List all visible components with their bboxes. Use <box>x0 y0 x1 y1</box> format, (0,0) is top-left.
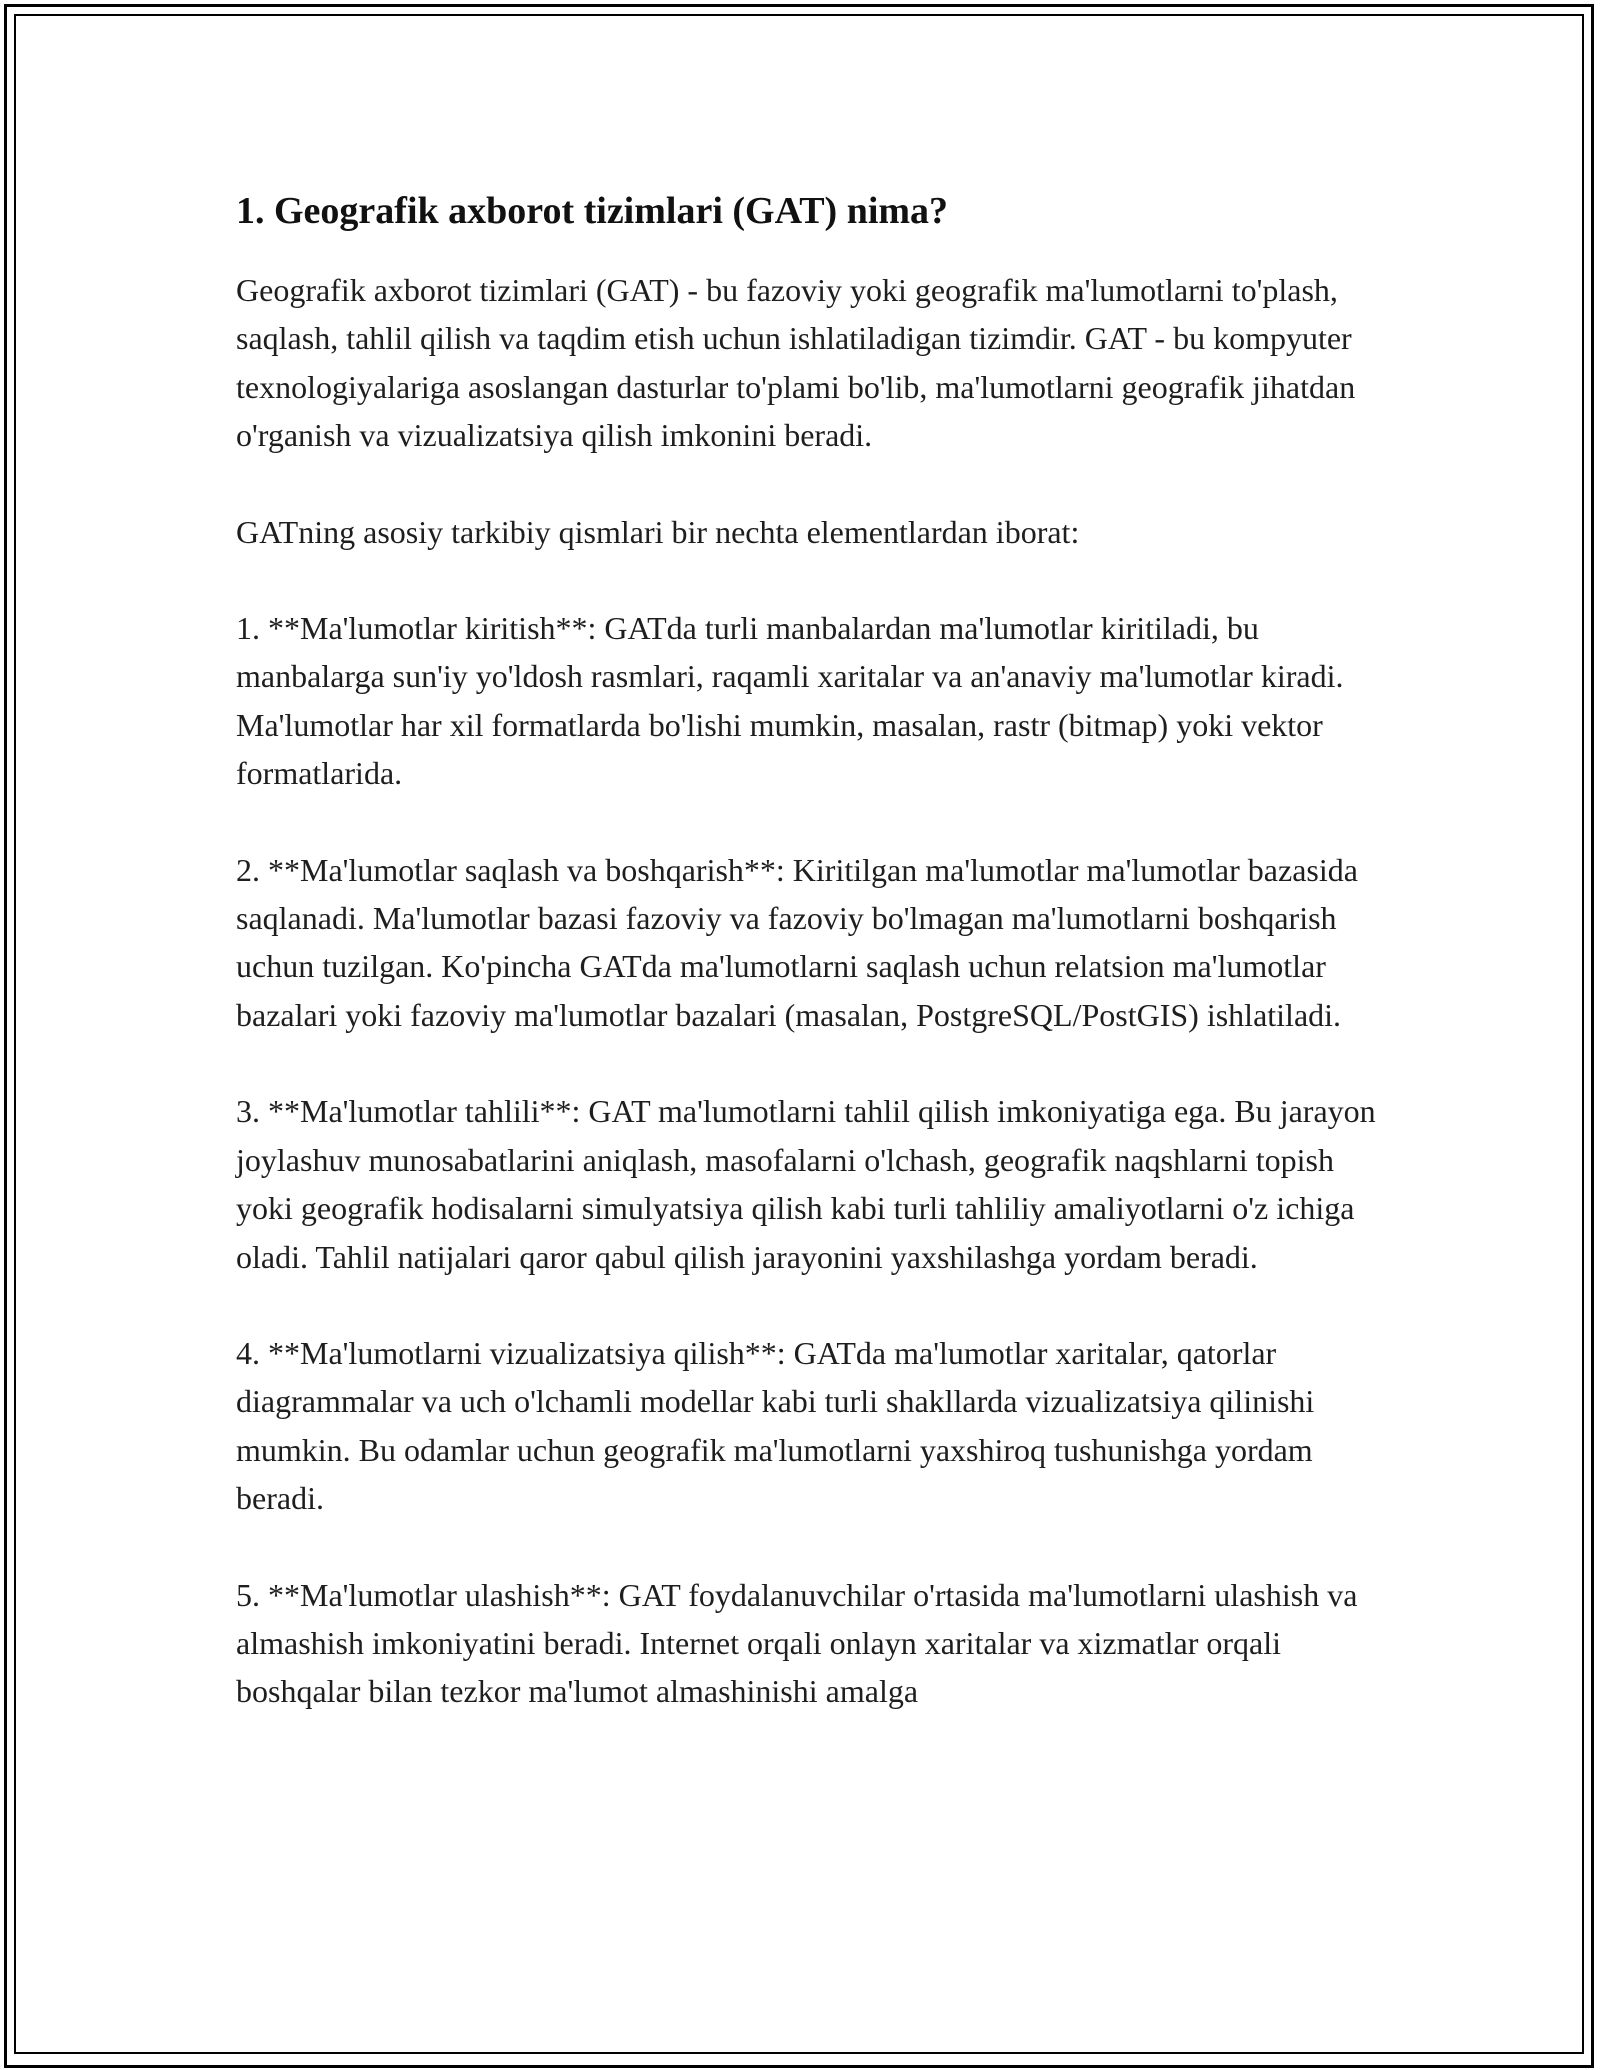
paragraph-components-lead: GATning asosiy tarkibiy qismlari bir nechta elementlardan iborat: <box>236 513 1080 550</box>
paragraph-data-input: 1. **Ma'lumotlar kiritish**: GATda turli manbalardan ma'lumotlar kiritiladi, bu manbalarga sun'iy yo'ldosh rasmlari, raqamli xaritalar va an'anaviy ma'lumotlar kiradi. Ma'lumotlar har xil formatlarda bo'lishi mumkin, masalan, rastr (bitmap) yoki vektor formatlarida. <box>236 610 1344 792</box>
document-title: 1. Geografik axborot tizimlari (GAT) nima? <box>236 190 949 232</box>
paragraph-data-storage: 2. **Ma'lumotlar saqlash va boshqarish**: Kiritilgan ma'lumotlar ma'lumotlar bazasida saqlanadi. Ma'lumotlar bazasi fazoviy va fazoviy bo'lmagan ma'lumotlarni boshqarish uchun tuzilgan. Ko'pincha GATda ma'lumotlarni saqlash uchun relatsion ma'lumotlar bazalari yoki fazoviy ma'lumotlar bazalari (masalan, PostgreSQL/PostGIS) ishlatiladi. <box>236 851 1358 1033</box>
paragraph-data-analysis: 3. **Ma'lumotlar tahlili**: GAT ma'lumotlarni tahlil qilish imkoniyatiga ega. Bu jarayon joylashuv munosabatlarini aniqlash, masofalarni o'lchash, geografik naqshlarni topish yoki geografik hodisalarni simulyatsiya qilish kabi turli tahliliy amaliyotlarni o'z ichiga oladi. Tahlil natijalari qaror qabul qilish jarayonini yaxshilashga yordam beradi. <box>236 1093 1376 1275</box>
paragraph-data-visualization: 4. **Ma'lumotlarni vizualizatsiya qilish**: GATda ma'lumotlar xaritalar, qatorlar diagrammalar va uch o'lchamli modellar kabi turli shakllarda vizualizatsiya qilinishi mumkin. Bu odamlar uchun geografik ma'lumotlarni yaxshiroq tushunishga yordam beradi. <box>236 1334 1315 1517</box>
paragraph-intro: Geografik axborot tizimlari (GAT) - bu fazoviy yoki geografik ma'lumotlarni to'plash, saqlash, tahlil qilish va taqdim etish uchun ishlatiladigan tizimdir. GAT - bu kompyuter texnologiyalariga asoslangan dasturlar to'plami bo'lib, ma'lumotlarni geografik jihatdan o'rganish va vizualizatsiya qilish imkonini beradi. <box>236 272 1356 454</box>
document-body <box>236 186 1386 1764</box>
paragraph-data-sharing: 5. **Ma'lumotlar ulashish**: GAT foydalanuvchilar o'rtasida ma'lumotlarni ulashish va almashish imkoniyatini beradi. Internet orqali onlayn xaritalar va xizmatlar orqali boshqalar bilan tezkor ma'lumot almashinishi amalga <box>236 1576 1358 1710</box>
